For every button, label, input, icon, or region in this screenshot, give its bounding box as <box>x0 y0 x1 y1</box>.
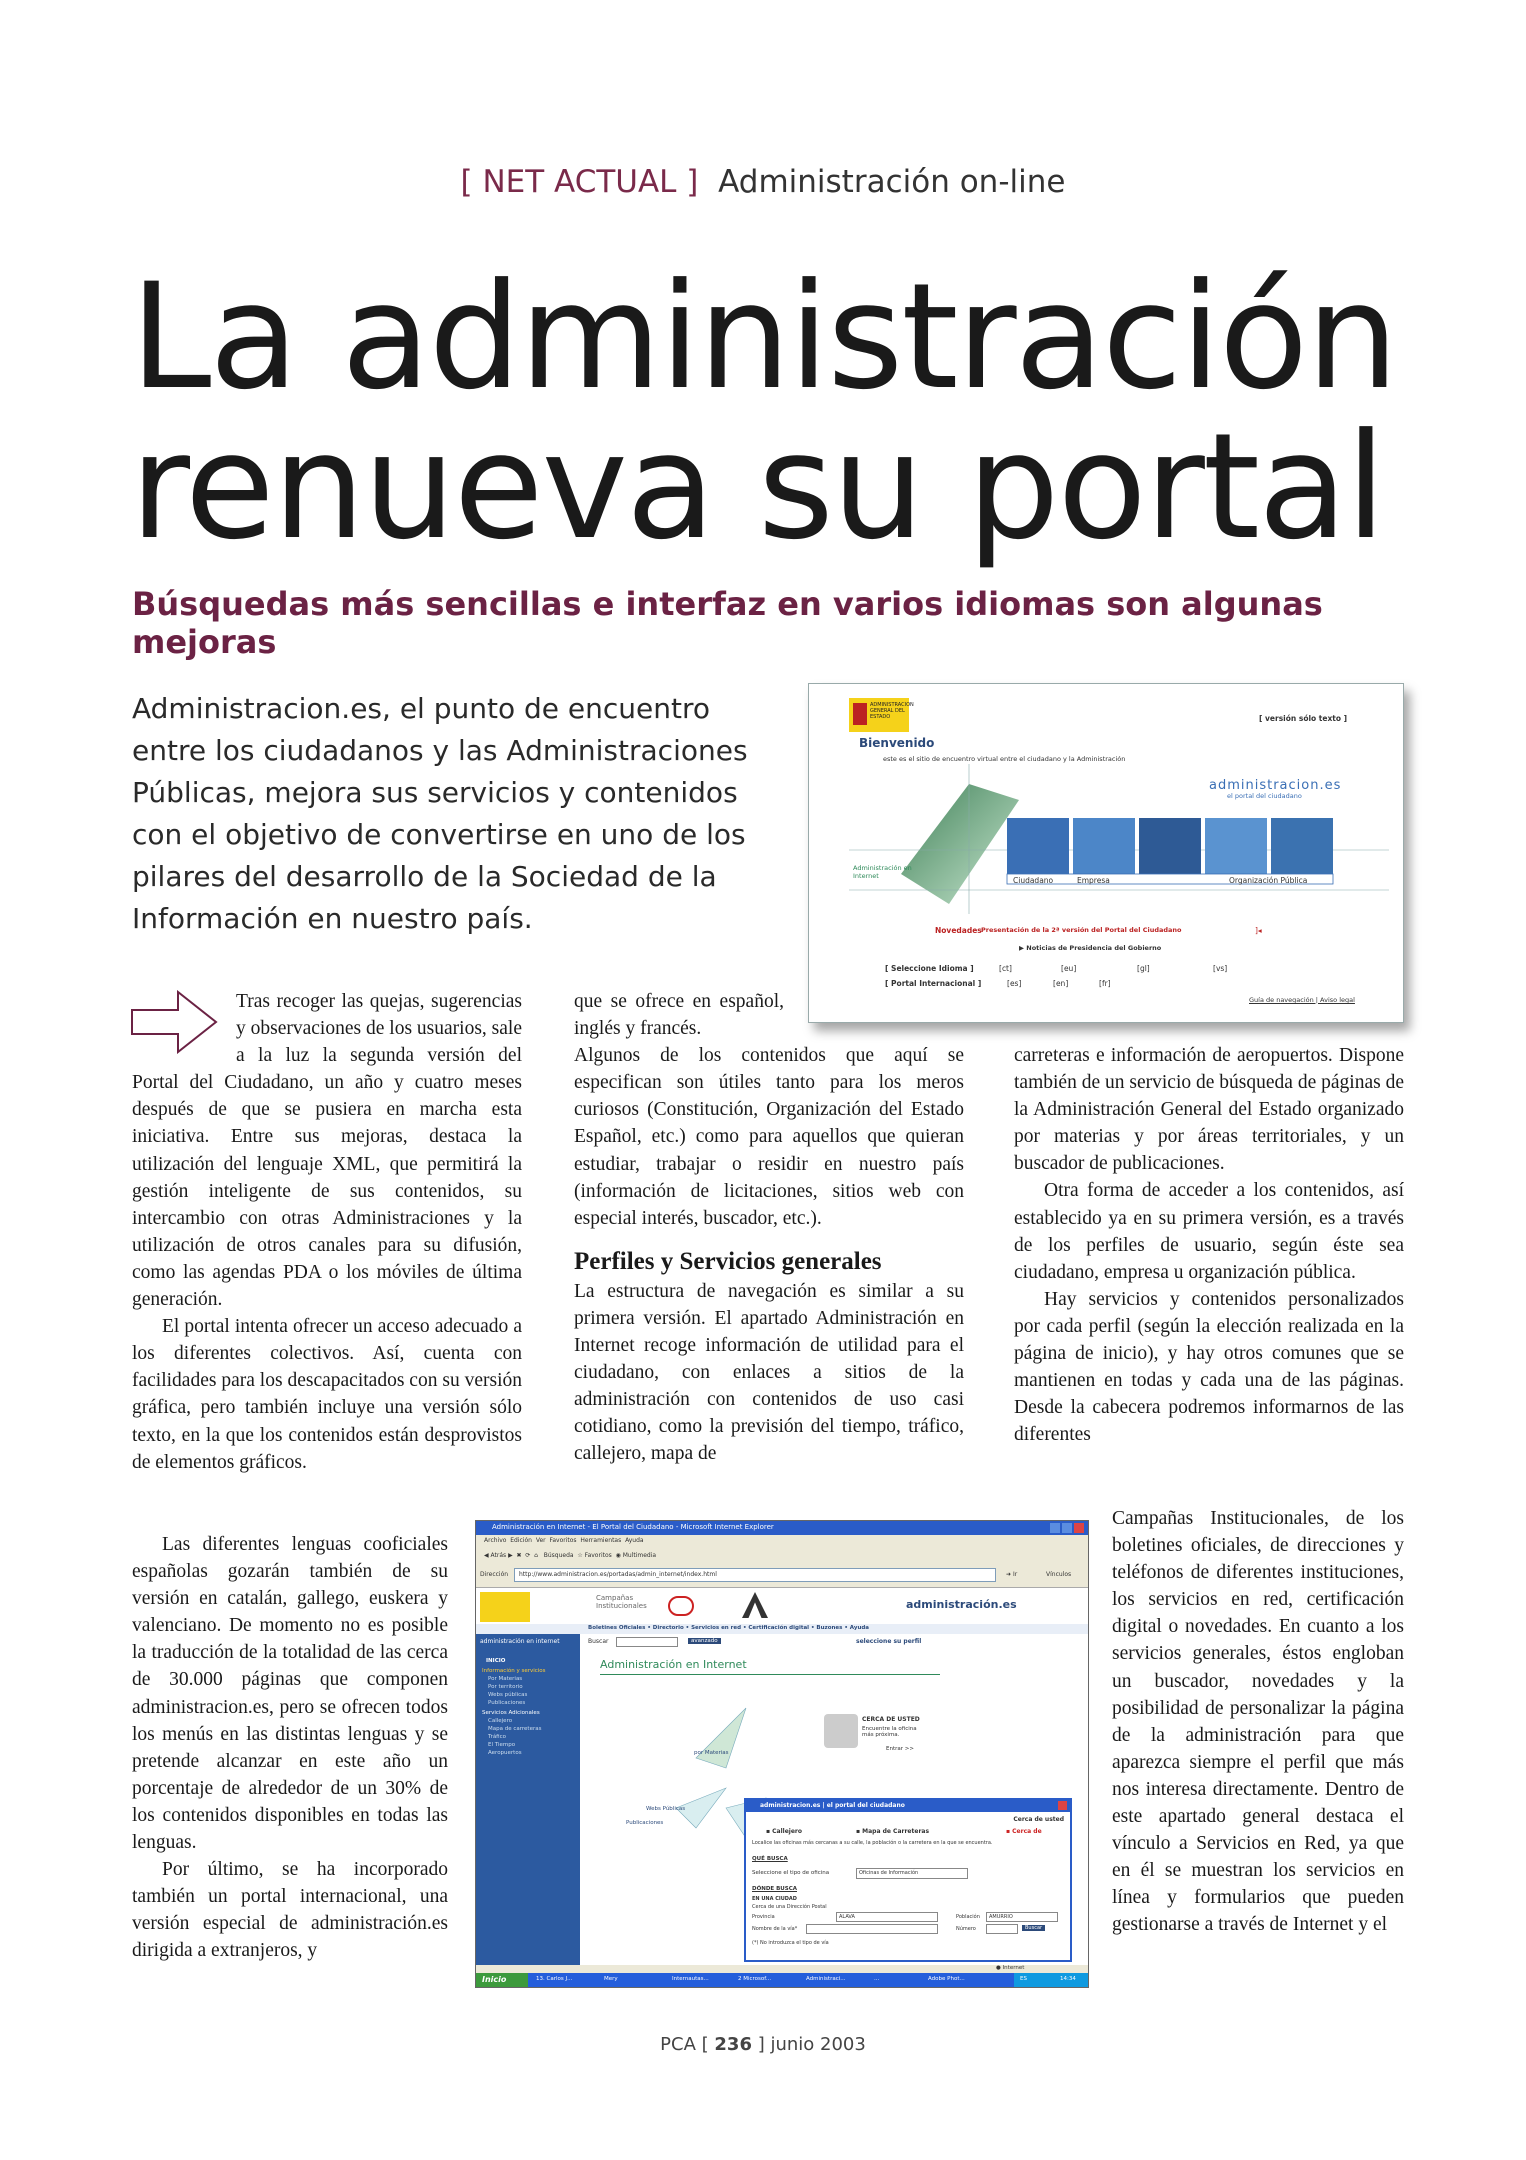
footer-links[interactable]: Guía de navegación | Aviso legal <box>1249 996 1355 1004</box>
page-topnav: Boletines Oficiales • Directorio • Servicios en red • Certificación digital • Buzones • Ayuda <box>476 1624 1088 1634</box>
poblacion-value: AMURRIO <box>989 1914 1013 1920</box>
campaign-link[interactable]: Campañas Institucionales <box>596 1594 647 1610</box>
col2-heading: Perfiles y Servicios generales <box>574 1247 882 1275</box>
section-bracket: [ NET ACTUAL ] <box>460 164 699 200</box>
col2-paragraph-1 <box>574 988 784 1042</box>
lang-en[interactable]: [en] <box>1053 979 1069 988</box>
article-subtitle: Búsquedas más sencillas e interfaz en varios idiomas son algunas mejoras <box>132 585 1323 661</box>
page-search-input[interactable] <box>616 1637 678 1647</box>
popup-close-icon[interactable] <box>1058 1801 1067 1810</box>
title-line-1: La administración <box>130 252 1397 422</box>
poblacion-label: Población <box>956 1914 980 1920</box>
person-photo <box>824 1714 858 1748</box>
topnav-item[interactable]: Servicios en red <box>691 1625 742 1631</box>
col1-paragraph-2: El portal intenta ofrecer un acceso adecuado a los diferentes colectivos. Así, cuenta con facilidades para los descapacitados con su versión gráfica, pero también incluye una versión sólo texto, en la que los contenidos están desprovistos de elementos gráficos. <box>132 1316 522 1473</box>
sidebar-item[interactable]: Callejero <box>488 1718 513 1724</box>
lang-eu[interactable]: [eu] <box>1061 964 1077 973</box>
minimize-icon[interactable] <box>1050 1523 1060 1533</box>
page-search-label: Buscar <box>588 1638 609 1645</box>
ie-status-bar <box>476 1965 1088 1973</box>
column-1-lower <box>132 1531 448 1965</box>
lang-fr[interactable]: [fr] <box>1099 979 1111 988</box>
col2-p1-text: que se ofrece en español, inglés y francés. <box>574 991 784 1040</box>
sidebar-item[interactable]: Tráfico <box>488 1734 507 1740</box>
via-note: (*) No introduzca el tipo de vía <box>752 1940 829 1946</box>
materias-link[interactable]: por Materias <box>694 1750 729 1756</box>
popup-title: administracion.es | el portal del ciudadano <box>760 1802 905 1809</box>
news2-text: Noticias de Presidencia del Gobierno <box>1026 944 1162 952</box>
via-label: Nombre de la vía* <box>752 1926 798 1932</box>
ciudad-heading: EN UNA CIUDAD <box>752 1896 797 1902</box>
internet-zone: ● Internet <box>996 1965 1025 1971</box>
start-button[interactable]: Inicio <box>476 1973 528 1987</box>
tipo-label: Seleccione el tipo de oficina <box>752 1870 830 1876</box>
numero-input[interactable] <box>986 1924 1018 1934</box>
intro-text: este es el sitio de encuentro virtual entre el ciudadano y la Administración <box>883 755 1126 763</box>
page-sidebar <box>476 1634 580 1965</box>
go-button[interactable]: ➜ Ir <box>1006 1571 1018 1578</box>
numero-label: Número <box>956 1926 976 1932</box>
welcome-text: Bienvenido <box>859 736 935 750</box>
arrow-spacer <box>132 988 236 1068</box>
ie-title-bar <box>476 1521 1088 1535</box>
sidebar-item[interactable]: Por Materias <box>488 1676 523 1682</box>
ie-title-text: Administración en Internet - El Portal del Ciudadano - Microsoft Internet Explorer <box>492 1523 774 1531</box>
webs-publicas-link[interactable]: Webs Públicas <box>646 1806 686 1812</box>
popup-heading: Cerca de usted <box>1013 1816 1064 1823</box>
cerca-title: CERCA DE USTED <box>862 1716 920 1723</box>
title-line-2: renueva su portal <box>130 402 1385 572</box>
taskbar-item[interactable]: Internautas... <box>672 1976 709 1982</box>
windows-taskbar <box>476 1973 1088 1987</box>
portal-brand-sub: el portal del ciudadano <box>1227 792 1302 800</box>
col1-paragraph-3: Las diferentes lenguas cooficiales españolas gozarán también de su versión en catalán, gallego, euskera y valenciano. De momento no es posible la traducción de la totalidad de las cerca de 30.000 páginas que componen administracion.es, pero se ofrecen todos los menús en las distintas lenguas y se pretende alcanzar en este año un porcentaje de alrededor de un 30% de los contenidos disponibles en todas las lenguas. <box>132 1534 448 1854</box>
provincia-value: ALAVA <box>839 1914 855 1920</box>
language-indicator[interactable]: ES <box>1020 1976 1027 1982</box>
tipo-value: Oficinas de Información <box>859 1870 919 1876</box>
news2[interactable]: ▶ Noticias de Presidencia del Gobierno <box>1019 944 1162 952</box>
taskbar-item[interactable]: Mery <box>604 1976 618 1982</box>
sidebar-heading: administración en internet <box>480 1638 560 1645</box>
page-footer: PCA [ 236 ] junio 2003 <box>660 2034 866 2055</box>
close-icon[interactable] <box>1074 1523 1084 1533</box>
sidebar-item[interactable]: INICIO <box>486 1658 506 1664</box>
tab-callejero[interactable]: ▪ Callejero <box>766 1828 802 1835</box>
address-text: http://www.administracion.es/portadas/admin_internet/index.html <box>519 1571 717 1578</box>
cerca-enter-button[interactable]: Entrar >> <box>886 1746 914 1752</box>
clock: 14:34 <box>1060 1976 1076 1982</box>
photo-ciudadano <box>1007 818 1069 874</box>
topnav-item[interactable]: Boletines Oficiales <box>588 1625 646 1631</box>
article-title <box>130 252 1430 572</box>
news-label: Novedades <box>935 926 982 935</box>
photo-organizacion-1 <box>1205 818 1267 874</box>
international-portal-label: [ Portal Internacional ] <box>885 979 982 988</box>
page-brand: administración.es <box>906 1598 1017 1611</box>
section-tag <box>0 164 1526 200</box>
popup-window <box>744 1798 1072 1962</box>
admin-internet-link[interactable]: Administración en Internet <box>853 864 912 880</box>
que-busca-heading: QUÉ BUSCA <box>752 1856 788 1862</box>
portal-brand: administracion.es <box>1209 778 1342 793</box>
sidebar-item[interactable]: El Tiempo <box>488 1742 516 1748</box>
col1-paragraph-4: Por último, se ha incorporado también un portal internacional, una versión especial de administración.es dirigida a extranjeros, y <box>132 1859 448 1962</box>
issue-date: junio 2003 <box>770 2034 866 2055</box>
popup-title-bar <box>746 1800 1070 1812</box>
taskbar-item[interactable]: 13. Carlos J... <box>536 1976 573 1982</box>
sidebar-item[interactable]: Webs públicas <box>488 1692 528 1698</box>
cerca-dir-label: Cerca de una Dirección Postal <box>752 1904 827 1910</box>
topnav-item[interactable]: Certificación digital <box>748 1625 810 1631</box>
tab-mapa[interactable]: ▪ Mapa de Carreteras <box>856 1828 930 1835</box>
coat-of-arms-icon <box>853 703 867 725</box>
sidebar-item[interactable]: Información y servicios <box>482 1668 546 1674</box>
donde-busca-heading: DÓNDE BUSCA <box>752 1886 797 1892</box>
popup-intro: Localice las oficinas más cercanas a su calle, la población o la carretera en la que se encuentra. <box>752 1840 993 1846</box>
sidebar-item[interactable]: Por territorio <box>488 1684 523 1690</box>
magazine-name: PCA <box>660 2034 696 2055</box>
aeat-logo-icon <box>742 1592 768 1618</box>
maximize-icon[interactable] <box>1062 1523 1072 1533</box>
topnav-item[interactable]: Directorio <box>652 1625 684 1631</box>
photo-organizacion-2 <box>1271 818 1333 874</box>
language-select-label: [ Seleccione Idioma ] <box>885 964 974 973</box>
lang-es[interactable]: [es] <box>1007 979 1022 988</box>
provincia-select[interactable] <box>836 1912 938 1922</box>
col1-paragraph-1 <box>132 988 522 1313</box>
taskbar-item[interactable]: Administraci... <box>806 1976 846 1982</box>
topnav-item[interactable]: Buzones <box>816 1625 843 1631</box>
poblacion-select[interactable] <box>986 1912 1058 1922</box>
lang-ct[interactable]: [ct] <box>999 964 1012 973</box>
col3-paragraph-2: Otra forma de acceder a los contenidos, así establecido ya en su primera versión, es a través de los perfiles de usuario, según éste sea ciudadano, empresa u organización pública. <box>1014 1180 1404 1283</box>
links-label[interactable]: Vínculos <box>1046 1571 1072 1578</box>
profile-select-label: seleccione su perfil <box>856 1638 922 1645</box>
profile-organizacion[interactable]: Organización Pública <box>1229 876 1308 885</box>
portal-graphics <box>849 764 1389 914</box>
col2-paragraph-3: La estructura de navegación es similar a su primera versión. El apartado Administración en Internet recoge información de utilidad para el ciudadano, con enlaces a sitios de la administración con contenidos de uso casi cotidiano, como la previsión del tiempo, tráfico, callejero, mapa de <box>574 1280 964 1465</box>
col3-paragraph-3b: Campañas Institucionales, de los boletines oficiales, de direcciones y teléfonos de diferentes instituciones, los servicios en red, certificación digital o novedades. En cuanto a los servicios generales, éstos engloban un buscador, novedades y la posibilidad de personalizar la página de la administración para que aparezca siempre el perfil que más nos interesa directamente. Dentro de este apartado general destaca el vínculo a Servicios en Red, ya que en él se muestran los servicios en línea y formularios que pueden gestionarse a través de Internet y el <box>1112 1508 1404 1936</box>
column-1 <box>132 988 522 1476</box>
tab-cerca[interactable]: ▪ Cerca de <box>1006 1828 1042 1835</box>
popup-search-button[interactable]: Buscar <box>1022 1925 1045 1931</box>
tipo-select[interactable] <box>856 1868 968 1879</box>
advanced-search-button[interactable]: avanzado <box>688 1638 721 1644</box>
gov-logo <box>849 698 914 732</box>
sidebar-item[interactable]: Aeropuertos <box>488 1750 522 1756</box>
col2-paragraph-2: Algunos de los contenidos que aquí se especifican son útiles tanto para los meros curiosos (Constitución, Organización del Estado Español, etc.) como para aquellos que quieran estudiar, trabajar o residir en nuestro país (información de licitaciones, sitios web con especial interés, buscador, etc.). <box>574 1045 964 1229</box>
system-tray <box>1014 1973 1088 1987</box>
section-name: Administración on-line <box>718 164 1066 200</box>
address-bar[interactable] <box>514 1568 996 1582</box>
column-3 <box>1014 1042 1404 1448</box>
page-main-title: Administración en Internet <box>600 1658 747 1671</box>
taskbar-item[interactable]: Adobe Phot... <box>928 1976 965 1982</box>
page-number: 236 <box>714 2034 752 2055</box>
publicaciones-link[interactable]: Publicaciones <box>626 1820 664 1826</box>
taskbar-item[interactable]: 2 Microsof... <box>738 1976 772 1982</box>
at-logo-icon <box>668 1596 694 1616</box>
ie-nav-buttons[interactable]: ◀ Atrás ▶ ✖ ⟳ ⌂ Búsqueda ☆ Favoritos ◉ Multimedia <box>484 1552 657 1559</box>
sidebar-item[interactable]: Mapa de carreteras <box>488 1726 542 1732</box>
column-3-lower <box>1112 1505 1404 1939</box>
taskbar-item[interactable]: ... <box>874 1976 880 1982</box>
col3-paragraph-1: carreteras e información de aeropuertos. Dispone también de un servicio de búsqueda de páginas de la Administración General del Estado organizado por materias y por áreas territoriales, y un buscador de publicaciones. <box>1014 1045 1404 1175</box>
title-rule <box>600 1674 940 1675</box>
profile-ciudadano[interactable]: Ciudadano <box>1013 876 1054 885</box>
sidebar-item[interactable]: Publicaciones <box>488 1700 526 1706</box>
gov-logo-text: ADMINISTRACION GENERAL DEL ESTADO <box>870 702 914 720</box>
text-version-link[interactable]: [ versión sólo texto ] <box>1259 714 1348 723</box>
news-link[interactable]: Presentación de la 2ª versión del Portal del Ciudadano <box>981 926 1182 934</box>
article-lead: Administracion.es, el punto de encuentro entre los ciudadanos y las Administraciones Públicas, mejora sus servicios y contenidos con el objetivo de convertirse en uno de los pilares del desarrollo de la Sociedad de la Información en nuestro país. <box>132 692 748 935</box>
cerca-text: Encuentre la oficina más próxima. <box>862 1726 917 1738</box>
via-input[interactable] <box>806 1924 938 1934</box>
photo-empresa-1 <box>1073 818 1135 874</box>
ie-window-screenshot <box>475 1520 1089 1988</box>
col1-p1-text: Tras recoger las quejas, sugerencias y observaciones de los usuarios, sale a la luz la segunda versión del Portal del Ciudadano, un año y cuatro meses después de que se pusiera en marcha esta iniciativa. Entre sus mejoras, destaca la utilización del lenguaje XML, que permitirá la gestión inteligente de sus contenidos, su intercambio con otras Administraciones y la utilización de otros canales para su difusión, como las agendas PDA o los móviles de última generación. <box>132 991 522 1311</box>
ie-page <box>476 1588 1088 1965</box>
ie-menu[interactable]: Archivo Edición Ver Favoritos Herramientas Ayuda <box>484 1537 644 1544</box>
lang-vs[interactable]: [vs] <box>1213 964 1228 973</box>
page-gov-logo <box>480 1592 530 1622</box>
portal-home-screenshot <box>808 683 1404 1023</box>
news-arrow-icon: ]◂ <box>1255 926 1262 935</box>
topnav-item[interactable]: Ayuda <box>849 1625 870 1631</box>
provincia-label: Provincia <box>752 1914 775 1920</box>
green-triangle <box>901 784 1019 904</box>
address-label: Dirección <box>480 1571 509 1578</box>
photo-empresa-2 <box>1139 818 1201 874</box>
sidebar-item[interactable]: Servicios Adicionales <box>482 1710 540 1716</box>
column-2 <box>574 988 964 1468</box>
lang-gl[interactable]: [gl] <box>1137 964 1150 973</box>
profile-empresa[interactable]: Empresa <box>1077 876 1110 885</box>
ie-toolbars <box>476 1535 1088 1588</box>
col3-paragraph-3a: Hay servicios y contenidos personalizados por cada perfil (según la elección realizada en la página de inicio), y hay otros comunes que se mantienen en todas y cada una de las páginas. Desde la cabecera podremos informarnos de las diferentes <box>1014 1288 1404 1446</box>
